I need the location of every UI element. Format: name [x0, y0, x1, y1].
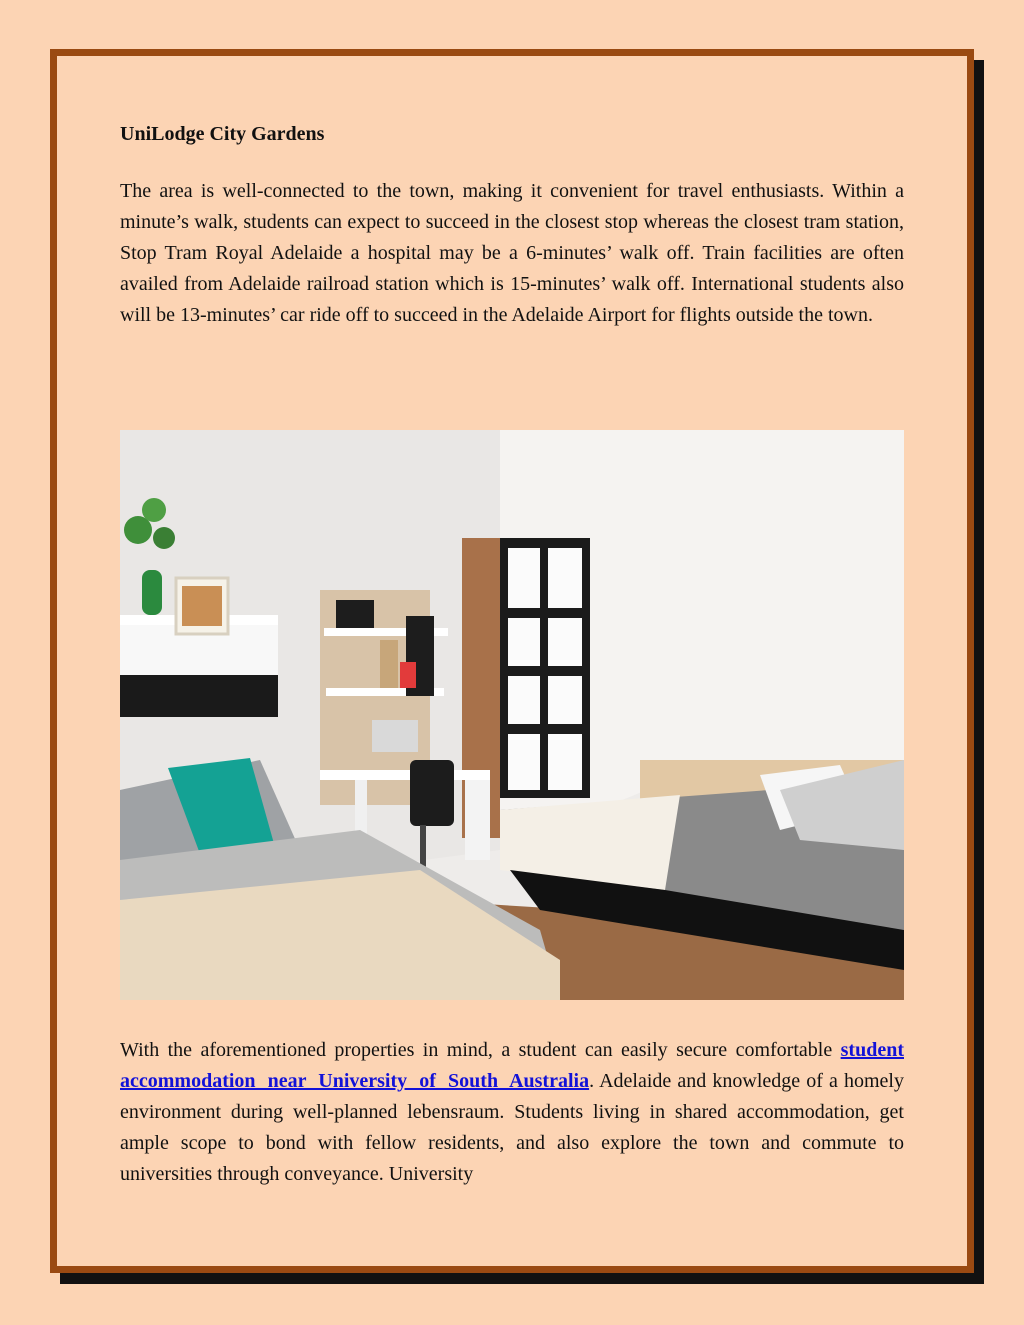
closing-paragraph	[120, 1035, 904, 1190]
laptop	[372, 720, 418, 752]
closing-paragraph-start: With the aforementioned properties in mind, a student can easily secure comfortable	[120, 1039, 841, 1061]
document-title: UniLodge City Gardens	[120, 123, 325, 145]
closing-paragraph-end: . Adelaide and knowledge of a homely environment during well-planned lebensraum. Students living in shared accommodation, get ample scope to bond with fellow residents, and also explore the town and commute to universities through conveyance. University	[120, 1070, 904, 1185]
document-body	[120, 122, 904, 331]
accommodation-link[interactable]: student accommodation near University of South Australia	[120, 1039, 904, 1092]
plant	[142, 570, 162, 615]
desk-chair	[410, 760, 454, 826]
bedroom-photo	[120, 430, 904, 1000]
desk	[320, 770, 490, 780]
intro-paragraph: The area is well-connected to the town, making it convenient for travel enthusiasts. Within a minute’s walk, students can expect to succeed in the closest stop whereas the closest tram station, Stop Tram Royal Adelaide a hospital may be a 6-minutes’ walk off. Train facilities are often availed from Adelaide railroad station which is 15-minutes’ walk off. International students also will be 13-minutes’ car ride off to succeed in the Adelaide Airport for flights outside the town.	[120, 180, 904, 326]
page-frame	[50, 49, 974, 1273]
